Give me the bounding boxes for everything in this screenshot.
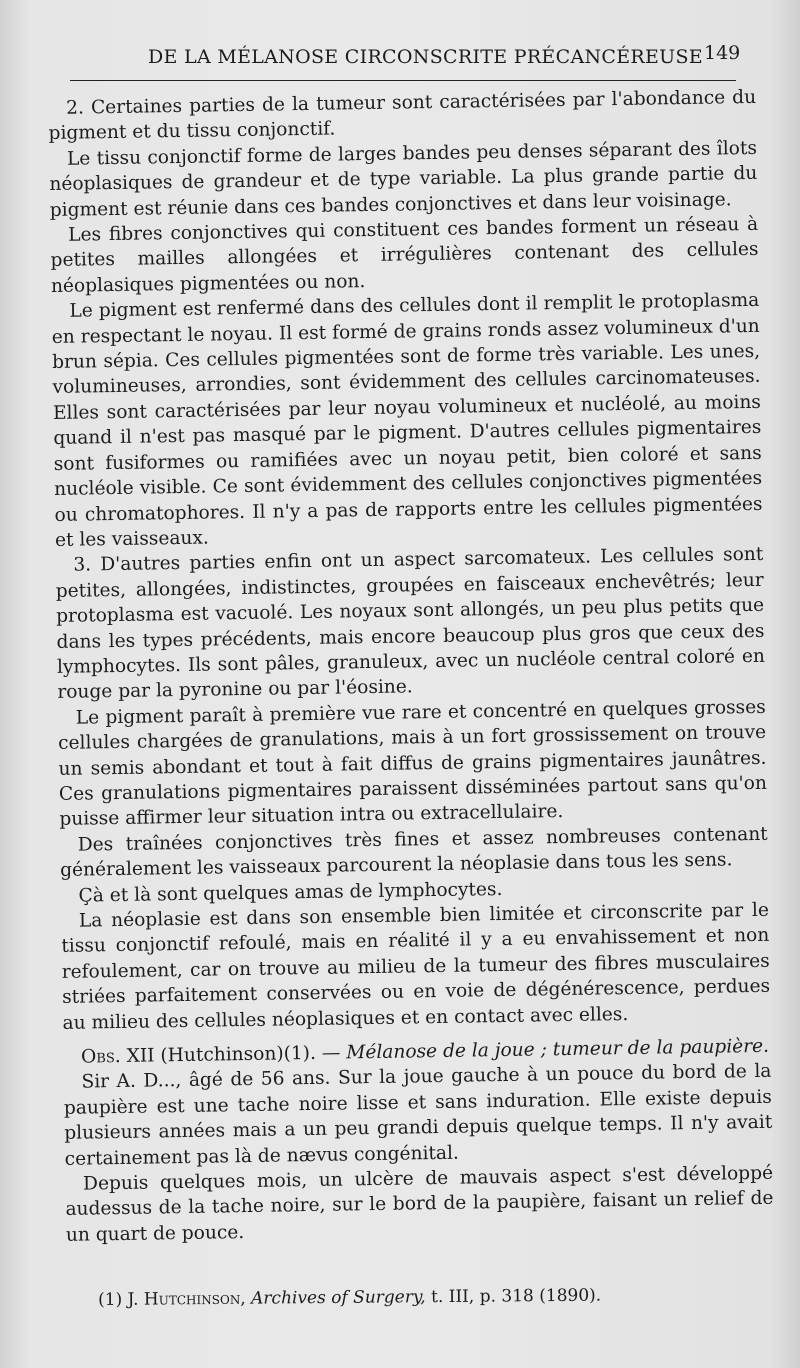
footnote <box>98 1286 601 1310</box>
footnote-reference: t. III, p. 318 (1890). <box>430 1285 602 1308</box>
footnote-marker: (1) <box>98 1289 123 1310</box>
paragraph: Le pigment paraît à première vue rare et concentré en quelques grosses cellules chargées de granulations, mais à un fort grossissement on trouve un semis abondant et tout à fait diffus de grains pigmentaires jaunâtres. Ces granulations pigmentaires paraissent disséminées partout sans qu'on puisse affirmer leur situation intra ou extracellulaire. <box>58 696 768 831</box>
paragraph: 3. D'autres parties enfin ont un aspect sarcomateux. Les cellules sont petites, allongées, indistinctes, groupées en faisceaux enchevêtrés; leur protoplasma est vacuolé. Les noyaux sont allongés, un peu plus petits que dans les types précédents, mais encore beaucoup plus gros que ceux des lymphocytes. Ils sont pâles, granuleux, avec un nucléole central coloré en rouge par la pyronine ou par l'éosine. <box>55 544 766 704</box>
paragraph: Le pigment est renfermé dans des cellules dont il remplit le protoplasma en respectant le noyau. Il est formé de grains ronds assez volumineux d'un brun sépia. Ces cellules pigmentées sont de forme très variable. Les unes, volumineuses, arrondies, sont évidemment des cellules carcinomateuses. Elles sont caractérisées par leur noyau volumineux et nucléolé, au moins quand il n'est pas masqué par le pigment. D'autres cellules pigmentaires sont fusiformes ou ramifiées avec un noyau petit, bien coloré et sans nucléole visible. Ce sont évidemment des cellules conjonctives pigmentées ou chromatophores. Il n'y a pas de rapports entre les cellules pigmentées et les vaisseaux. <box>51 290 763 551</box>
running-title: DE LA MÉLANOSE CIRCONSCRITE PRÉCANCÉREUSE <box>148 46 703 68</box>
paragraph: Des traînées conjonctives très fines et assez nombreuses contenant généralement les vaisseaux parcourent la néoplasie dans tous les sens. <box>60 823 768 882</box>
paragraph: Le tissu conjonctif forme de larges bandes peu denses séparant des îlots néoplasiques de grandeur et de type variable. La plus grande partie du pigment est réunie dans ces bandes conjonctives et dans leur voisinage. <box>49 137 758 221</box>
case-paragraph: Depuis quelques mois, un ulcère de mauvais aspect s'est développé audessus de la tache noire, sur le bord de la paupière, faisant un relief de un quart de pouce. <box>65 1162 774 1246</box>
observation-source: (Hutchinson)(1). — <box>160 1042 341 1067</box>
paragraph: La néoplasie est dans son ensemble bien limitée et circonscrite par le tissu conjonctif refoulé, mais en réalité il y a eu envahissement et non refoulement, car on trouve au milieu de la tumeur des fibres musculaires striées parfaitement conservées ou en voie de dégénérescence, perdues au milieu des cellules néoplasiques et en contact avec elles. <box>61 899 771 1034</box>
paragraph: 2. Certaines parties de la tumeur sont caractérisées par l'abondance du pigment et du tissu conjonctif. <box>48 86 757 145</box>
paragraph: Çà et là sont quelques amas de lymphocytes. <box>78 878 503 907</box>
page-number: 149 <box>704 42 741 64</box>
page-header <box>148 42 748 76</box>
body-text <box>48 85 774 1248</box>
footnote-author: J. Hutchinson, <box>127 1288 246 1310</box>
case-paragraph: Sir A. D..., âgé de 56 ans. Sur la joue gauche à un pouce du bord de la paupière est une tache noire lisse et sans induration. Elle existe depuis plusieurs années mais a un peu grandi depuis quelque temps. Il n'y avait certainement pas là de nævus congénital. <box>63 1061 773 1170</box>
paragraph: Les fibres conjonctives qui constituent ces bandes forment un réseau à petites mailles allongées et irrégulières contenant des cellules néoplasiques pigmentées ou non. <box>50 213 759 297</box>
observation-label: Obs. XII <box>80 1045 155 1068</box>
observation-title: Mélanose de la joue ; tumeur de la paupière. <box>346 1035 770 1064</box>
header-rule <box>70 80 736 81</box>
footnote-journal: Archives of Surgery, <box>251 1287 426 1309</box>
